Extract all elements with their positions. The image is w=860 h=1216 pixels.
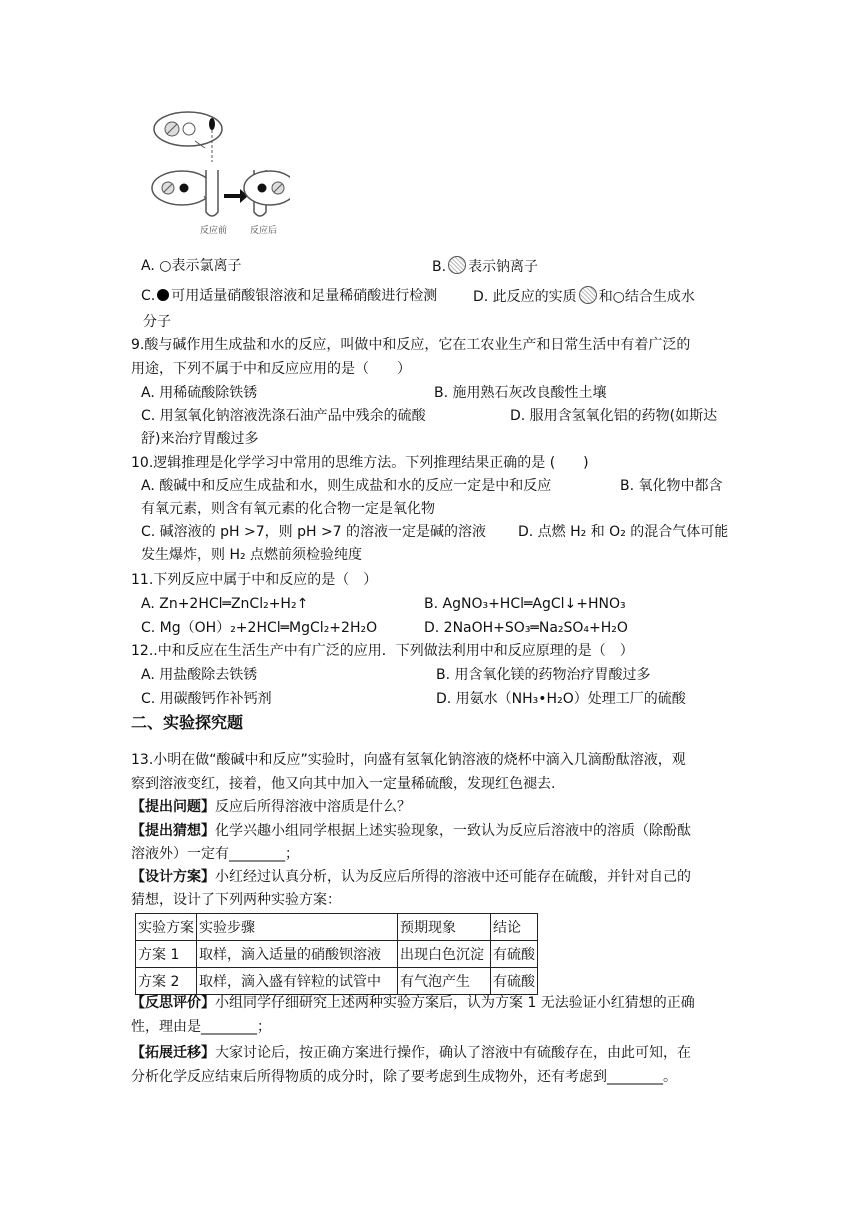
guess-label: 【提出猜想】 (131, 823, 215, 839)
q8-option-c (141, 286, 437, 306)
q8-option-d (473, 286, 695, 307)
table-cell: 有硫酸 (491, 968, 538, 995)
q12-option-a: A. 用盐酸除去铁锈 (141, 667, 258, 683)
table-row (136, 968, 538, 995)
table-cell: 出现白色沉淀 (398, 941, 491, 968)
q10-option-c: C. 碱溶液的 pH >7，则 pH >7 的溶液一定是碱的溶液 (141, 524, 487, 540)
q8-option-a: A. ○表示氯离子 (141, 258, 242, 274)
q10-option-d-cont: 发生爆炸，则 H₂ 点燃前须检验纯度 (141, 547, 363, 563)
reflect-text-1: 小组同学仔细研究上述两种实验方案后，认为方案 1 无法验证小红猜想的正确 (215, 995, 695, 1011)
reaction-diagram (150, 108, 290, 238)
question-text: 反应后所得溶液中溶质是什么？ (215, 799, 411, 815)
hatched-circle-icon (448, 256, 466, 274)
table-header-cell: 结论 (491, 914, 538, 941)
q11-stem: 11.下列反应中属于中和反应的是（ ） (131, 572, 378, 588)
table-row (136, 941, 538, 968)
reflect-text-2: 性，理由是________； (131, 1019, 271, 1035)
q12-stem: 12..中和反应在生活生产中有广泛的应用．下列做法利用中和反应原理的是（ ） (131, 643, 634, 659)
q8-option-d-prefix: D. 此反应的实质 (473, 289, 577, 305)
q13-design (131, 867, 691, 887)
design-text-1: 小红经过认真分析，认为反应后所得的溶液中还可能存在硫酸，并针对自己的 (215, 869, 691, 885)
table-header-cell: 预期现象 (398, 914, 491, 941)
q9-option-b: B. 施用熟石灰改良酸性土壤 (434, 385, 607, 401)
q9-option-a: A. 用稀硫酸除铁锈 (141, 385, 258, 401)
section-title: 二、实验探究题 (131, 713, 244, 732)
q13-reflect (131, 993, 695, 1013)
q9-stem-1: 9.酸与碱作用生成盐和水的反应，叫做中和反应，它在工农业生产和日常生活中有着广泛的 (131, 337, 691, 353)
reflect-label: 【反思评价】 (131, 995, 215, 1011)
experiment-table (135, 913, 538, 995)
q8-option-b-suffix: 表示钠离子 (468, 259, 539, 275)
table-cell: 有气泡产生 (398, 968, 491, 995)
design-text-2: 猜想，设计了下列两种实验方案： (131, 892, 341, 908)
dropper (209, 118, 215, 130)
q12-option-c: C. 用碳酸钙作补钙剂 (141, 691, 272, 707)
extend-text-2: 分析化学反应结束后所得物质的成分时，除了要考虑到生成物外，还有考虑到________。 (131, 1069, 677, 1085)
q13-para-1: 13.小明在做“酸碱中和反应”实验时，向盛有氢氧化钠溶液的烧杯中滴入几滴酚酞溶液，观 (131, 752, 686, 768)
q13-para-2: 察到溶液变红，接着，他又向其中加入一定量稀硫酸，发现红色褪去. (131, 776, 556, 792)
q11-option-d: D. 2NaOH+SO₃═Na₂SO₄+H₂O (424, 620, 628, 636)
q9-stem-2: 用途，下列不属于中和反应应用的是（ ） (131, 361, 411, 377)
caption-after: 反应后 (250, 226, 278, 236)
q11-option-a: A. Zn+2HCl═ZnCl₂+H₂↑ (141, 596, 309, 612)
design-label: 【设计方案】 (131, 869, 215, 885)
caption-before: 反应前 (200, 226, 228, 236)
q13-extend (131, 1043, 691, 1063)
q12-option-b: B. 用含氧化镁的药物治疗胃酸过多 (436, 667, 651, 683)
table-cell: 方案 2 (136, 968, 197, 995)
hatched-circle-icon (579, 286, 597, 304)
q10-option-d: D. 点燃 H₂ 和 O₂ 的混合气体可能 (518, 524, 729, 540)
q8-option-b (432, 256, 538, 277)
q9-option-c: C. 用氢氧化钠溶液洗涤石油产品中残余的硫酸 (141, 408, 426, 424)
q8-option-b-prefix: B. (432, 259, 447, 275)
q8-option-c-prefix: C. (141, 288, 156, 304)
q12-option-d: D. 用氨水（NH₃•H₂O）处理工厂的硫酸 (436, 691, 686, 707)
guess-text-1: 化学兴趣小组同学根据上述实验现象，一致认为反应后溶液中的溶质（除酚酞 (215, 823, 691, 839)
table-cell: 有硫酸 (491, 941, 538, 968)
table-cell: 取样，滴入盛有锌粒的试管中 (197, 968, 398, 995)
guess-text-2: 溶液外）一定有________； (131, 846, 299, 862)
q8-option-c-suffix: 可用适量硝酸银溶液和足量稀硝酸进行检测 (171, 288, 438, 304)
q10-option-a: A. 酸碱中和反应生成盐和水，则生成盐和水的反应一定是中和反应 (141, 478, 552, 494)
q8-option-d-cont: 分子 (143, 314, 171, 330)
extend-text-1: 大家讨论后，按正确方案进行操作，确认了溶液中有硫酸存在，由此可知，在 (215, 1045, 691, 1061)
q9-option-d: D. 服用含氢氧化铝的药物(如斯达 (510, 408, 718, 424)
table-header-row (136, 914, 538, 941)
q13-guess (131, 821, 691, 841)
q8-option-d-suffix: 和○结合生成水 (598, 289, 695, 305)
extend-label: 【拓展迁移】 (131, 1045, 215, 1061)
table-cell: 取样，滴入适量的硝酸钡溶液 (197, 941, 398, 968)
q11-option-c: C. Mg（OH）₂+2HCl═MgCl₂+2H₂O (141, 620, 378, 636)
table-cell: 方案 1 (136, 941, 197, 968)
q10-option-b-cont: 有氧元素，则含有氧元素的化合物一定是氧化物 (141, 501, 435, 517)
q10-stem: 10.逻辑推理是化学学习中常用的思维方法。下列推理结果正确的是 ( ) (131, 455, 589, 471)
table-header-cell: 实验方案 (136, 914, 197, 941)
q9-option-d-cont: 舒)来治疗胃酸过多 (141, 431, 259, 447)
q11-option-b: B. AgNO₃+HCl═AgCl↓+HNO₃ (424, 596, 626, 612)
q13-question (131, 797, 411, 817)
q10-option-b: B. 氧化物中都含 (620, 478, 723, 494)
table-header-cell: 实验步骤 (197, 914, 398, 941)
black-ion (180, 184, 189, 193)
test-tube-before (206, 170, 218, 216)
question-label: 【提出问题】 (131, 799, 215, 815)
black-circle-icon (157, 289, 169, 301)
